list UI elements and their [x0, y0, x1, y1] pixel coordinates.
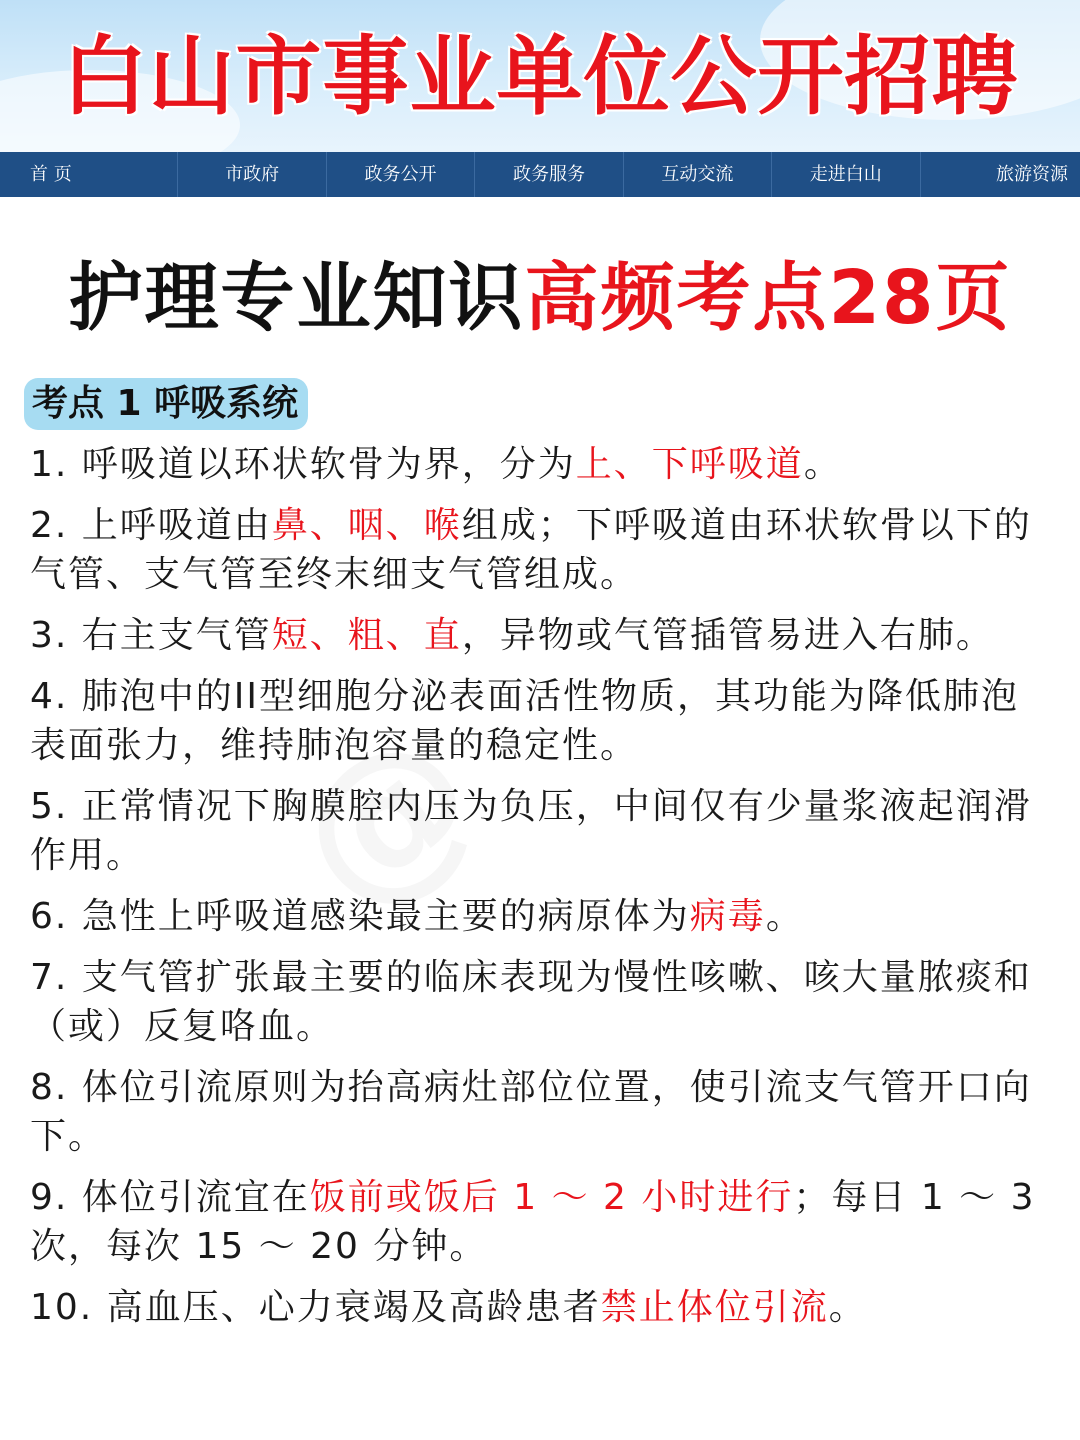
nav-item-interaction[interactable]: 互动交流 — [624, 152, 772, 197]
list-item — [30, 501, 1054, 599]
list-item — [30, 1173, 1054, 1271]
item-text: 2. 上呼吸道由 — [30, 505, 272, 546]
top-nav — [0, 152, 1080, 197]
nav-item-home[interactable]: 首 页 — [0, 152, 178, 197]
item-text: 。 — [828, 1287, 867, 1328]
item-highlight: 鼻、咽、喉 — [271, 505, 462, 546]
item-text: 。 — [765, 896, 804, 937]
item-text: 6. 急性上呼吸道感染最主要的病原体为 — [30, 896, 690, 937]
list-item — [30, 611, 1054, 660]
knowledge-list — [30, 440, 1054, 1344]
item-text: 9. 体位引流宜在 — [30, 1177, 310, 1218]
item-text: 1. 呼吸道以环状软骨为界，分为 — [30, 444, 576, 485]
page-title-black: 护理专业知识 — [68, 255, 525, 341]
list-item — [30, 440, 1054, 489]
nav-item-government-services[interactable]: 政务服务 — [475, 152, 623, 197]
item-highlight: 上、下呼吸道 — [575, 444, 804, 485]
header-banner — [0, 0, 1080, 152]
nav-item-tourism[interactable]: 旅游资源 — [995, 164, 1068, 185]
item-highlight: 病毒 — [689, 896, 766, 937]
item-text: 5. 正常情况下胸膜腔内压为负压，中间仅有少量浆液起润滑作用。 — [30, 786, 1032, 876]
nav-item-government-affairs[interactable]: 政务公开 — [327, 152, 475, 197]
page-title — [0, 248, 1080, 348]
item-text: 3. 右主支气管 — [30, 615, 272, 656]
item-text: 10. 高血压、心力衰竭及高龄患者 — [30, 1287, 601, 1328]
item-text: ；每日 1 ～ 3 次，每次 15 ～ 20 分钟。 — [30, 1177, 1036, 1267]
page-title-red: 高频考点28页 — [524, 255, 1012, 341]
item-highlight: 短、粗、直 — [271, 615, 462, 656]
item-text: 组成；下呼吸道由环状软骨以下的气管、支气管至终末细支气管组成。 — [30, 505, 1032, 595]
list-item — [30, 1063, 1054, 1161]
item-text: 。 — [803, 444, 842, 485]
item-text: 7. 支气管扩张最主要的临床表现为慢性咳嗽、咳大量脓痰和（或）反复咯血。 — [30, 957, 1032, 1047]
list-item — [30, 1283, 1054, 1332]
list-item — [30, 892, 1054, 941]
banner-title: 白山市事业单位公开招聘 — [61, 27, 1019, 127]
item-text: 4. 肺泡中的II型细胞分泌表面活性物质，其功能为降低肺泡表面张力，维持肺泡容量的稳定性。 — [30, 676, 1020, 766]
nav-item-about-baishan[interactable]: 走进白山 — [772, 152, 920, 197]
item-highlight: 饭前或饭后 1 ～ 2 小时进行 — [309, 1177, 794, 1218]
section-badge: 考点 1 呼吸系统 — [24, 378, 308, 430]
list-item — [30, 953, 1054, 1051]
list-item — [30, 672, 1054, 770]
nav-item-city-government[interactable]: 市政府 — [178, 152, 326, 197]
item-text: ，异物或气管插管易进入右肺。 — [461, 615, 994, 656]
item-text: 8. 体位引流原则为抬高病灶部位位置，使引流支气管开口向下。 — [30, 1067, 1032, 1157]
list-item — [30, 782, 1054, 880]
item-highlight: 禁止体位引流 — [600, 1287, 829, 1328]
